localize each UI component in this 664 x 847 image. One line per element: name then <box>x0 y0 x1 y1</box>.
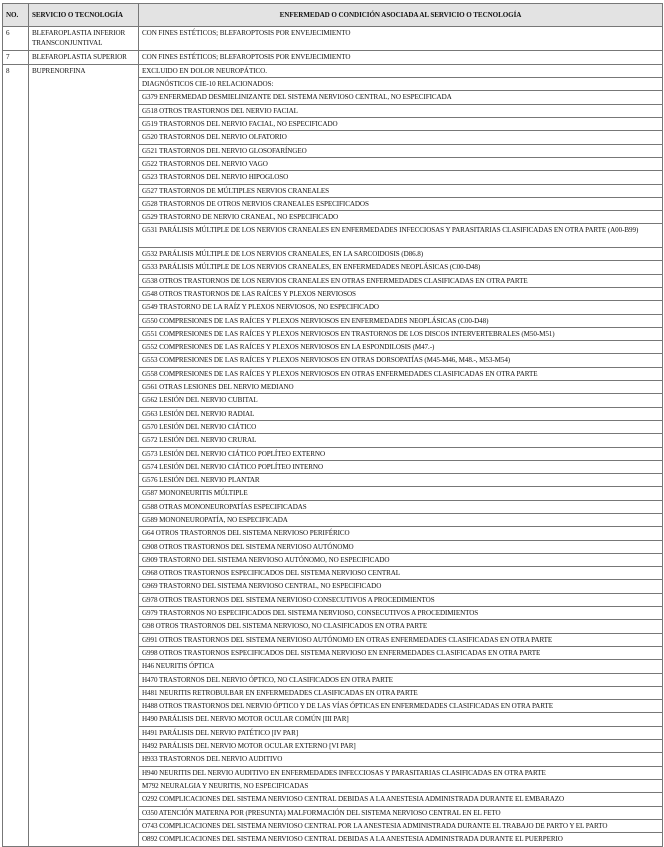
header-row <box>3 4 663 27</box>
condition-item: G588 OTRAS MONONEUROPATÍAS ESPECIFICADAS <box>139 500 662 513</box>
row-number: 8 <box>3 64 29 847</box>
row-servicio: BLEFAROPLASTIA SUPERIOR <box>29 50 139 64</box>
condition-item: G909 TRASTORNO DEL SISTEMA NERVIOSO AUTÓNOMO, NO ESPECIFICADO <box>139 553 662 566</box>
condition-item: O743 COMPLICACIONES DEL SISTEMA NERVIOSO CENTRAL POR LA ANESTESIA ADMINISTRADA DURANTE EL TRABAJO DE PARTO Y EL PARTO <box>139 819 662 832</box>
header-servicio: SERVICIO O TECNOLOGÍA <box>29 4 139 27</box>
table-row <box>3 64 663 847</box>
row-servicio: BLEFAROPLASTIA INFERIOR TRANSCONJUNTIVAL <box>29 27 139 51</box>
condition-item: G969 TRASTORNO DEL SISTEMA NERVIOSO CENTRAL, NO ESPECIFICADO <box>139 579 662 592</box>
table-row <box>3 50 663 64</box>
condition-item: G558 COMPRESIONES DE LAS RAÍCES Y PLEXOS NERVIOSOS EN OTRAS ENFERMEDADES CLASIFICADAS EN OTRA PARTE <box>139 367 662 380</box>
condition-item: G978 OTROS TRASTORNOS DEL SISTEMA NERVIOSO CONSECUTIVOS A PROCEDIMIENTOS <box>139 593 662 606</box>
condition-item: G968 OTROS TRASTORNOS ESPECIFICADOS DEL SISTEMA NERVIOSO CENTRAL <box>139 566 662 579</box>
condition-item: G531 PARÁLISIS MÚLTIPLE DE LOS NERVIOS CRANEALES EN ENFERMEDADES INFECCIOSAS Y PARASITARIAS CLASIFICADAS EN OTRA PARTE (A00-B99) <box>139 223 662 247</box>
condition-item: G518 OTROS TRASTORNOS DEL NERVIO FACIAL <box>139 104 662 117</box>
condition-item: G572 LESIÓN DEL NERVIO CRURAL <box>139 433 662 446</box>
condition-item: G532 PARÁLISIS MÚLTIPLE DE LOS NERVIOS CRANEALES, EN LA SARCOIDOSIS (D86.8) <box>139 247 662 260</box>
condition-item: G979 TRASTORNOS NO ESPECIFICADOS DEL SISTEMA NERVIOSO, CONSECUTIVOS A PROCEDIMIENTOS <box>139 606 662 619</box>
condition-item: G521 TRASTORNOS DEL NERVIO GLOSOFARÍNGEO <box>139 144 662 157</box>
condition-item: G552 COMPRESIONES DE LAS RAÍCES Y PLEXOS NERVIOSOS EN LA ESPONDILOSIS (M47.-) <box>139 340 662 353</box>
condition-item: G998 OTROS TRASTORNOS ESPECIFICADOS DEL SISTEMA NERVIOSO EN ENFERMEDADES CLASIFICADAS EN OTRA PARTE <box>139 646 662 659</box>
exclusions-table <box>2 3 663 847</box>
row-number: 6 <box>3 27 29 51</box>
condition-item: H481 NEURITIS RETROBULBAR EN ENFERMEDADES CLASIFICADAS EN OTRA PARTE <box>139 686 662 699</box>
condition-item: H492 PARÁLISIS DEL NERVIO MOTOR OCULAR EXTERNO [VI PAR] <box>139 739 662 752</box>
condition-item: G551 COMPRESIONES DE LAS RAÍCES Y PLEXOS NERVIOSOS EN TRASTORNOS DE LOS DISCOS INTERVERTEBRALES (M50-M51) <box>139 327 662 340</box>
condition-item: G562 LESIÓN DEL NERVIO CUBITAL <box>139 393 662 406</box>
condition-item: G529 TRASTORNO DE NERVIO CRANEAL, NO ESPECIFICADO <box>139 210 662 223</box>
condition-item: H488 OTROS TRASTORNOS DEL NERVIO ÓPTICO Y DE LAS VÍAS ÓPTICAS EN ENFERMEDADES CLASIFICADAS EN OTRA PARTE <box>139 699 662 712</box>
condition-item: M792 NEURALGIA Y NEURITIS, NO ESPECIFICADAS <box>139 779 662 792</box>
condition-item: G98 OTROS TRASTORNOS DEL SISTEMA NERVIOSO, NO CLASIFICADOS EN OTRA PARTE <box>139 619 662 632</box>
condition-item: G574 LESIÓN DEL NERVIO CIÁTICO POPLÍTEO INTERNO <box>139 460 662 473</box>
condition-item: G64 OTROS TRASTORNOS DEL SISTEMA NERVIOSO PERIFÉRICO <box>139 526 662 539</box>
condition-item: G553 COMPRESIONES DE LAS RAÍCES Y PLEXOS NERVIOSOS EN OTRAS DORSOPATÍAS (M45-M46, M48.-, M53-M54) <box>139 353 662 366</box>
condition-item: H490 PARÁLISIS DEL NERVIO MOTOR OCULAR COMÚN [III PAR] <box>139 712 662 725</box>
condition-item: O892 COMPLICACIONES DEL SISTEMA NERVIOSO CENTRAL DEBIDAS A LA ANESTESIA ADMINISTRADA DURANTE EL PUERPERIO <box>139 832 662 845</box>
condition-item: O350 ATENCIÓN MATERNA POR (PRESUNTA) MALFORMACIÓN DEL SISTEMA NERVIOSO CENTRAL EN EL FETO <box>139 806 662 819</box>
row-condiciones <box>139 27 663 51</box>
condition-item: G576 LESIÓN DEL NERVIO PLANTAR <box>139 473 662 486</box>
condition-item: G573 LESIÓN DEL NERVIO CIÁTICO POPLÍTEO EXTERNO <box>139 447 662 460</box>
row-servicio: BUPRENORFINA <box>29 64 139 847</box>
condition-item: G549 TRASTORNO DE LA RAÍZ Y PLEXOS NERVIOSOS, NO ESPECIFICADO <box>139 300 662 313</box>
condition-item: G533 PARÁLISIS MÚLTIPLE DE LOS NERVIOS CRANEALES, EN ENFERMEDADES NEOPLÁSICAS (C00-D48) <box>139 260 662 273</box>
condition-item: G538 OTROS TRASTORNOS DE LOS NERVIOS CRANEALES EN OTRAS ENFERMEDADES CLASIFICADAS EN OTRA PARTE <box>139 274 662 287</box>
condition-item: G908 OTROS TRASTORNOS DEL SISTEMA NERVIOSO AUTÓNOMO <box>139 540 662 553</box>
condition-item: G528 TRASTORNOS DE OTROS NERVIOS CRANEALES ESPECIFICADOS <box>139 197 662 210</box>
condition-item: G523 TRASTORNOS DEL NERVIO HIPOGLOSO <box>139 170 662 183</box>
condition-item: CON FINES ESTÉTICOS; BLEFAROPTOSIS POR ENVEJECIMIENTO <box>142 29 351 37</box>
condition-item: EXCLUIDO EN DOLOR NEUROPÁTICO. <box>142 66 267 75</box>
row-condiciones <box>139 64 663 847</box>
condition-item: G519 TRASTORNOS DEL NERVIO FACIAL, NO ESPECIFICADO <box>139 117 662 130</box>
condition-item: H940 NEURITIS DEL NERVIO AUDITIVO EN ENFERMEDADES INFECCIOSAS Y PARASITARIAS CLASIFICADAS EN OTRA PARTE <box>139 766 662 779</box>
condition-item: G563 LESIÓN DEL NERVIO RADIAL <box>139 407 662 420</box>
condition-item: G570 LESIÓN DEL NERVIO CIÁTICO <box>139 420 662 433</box>
table-row <box>3 27 663 51</box>
condition-item: G587 MONONEURITIS MÚLTIPLE <box>139 486 662 499</box>
condition-item: O292 COMPLICACIONES DEL SISTEMA NERVIOSO CENTRAL DEBIDAS A LA ANESTESIA ADMINISTRADA DURANTE EL EMBARAZO <box>139 792 662 805</box>
condition-item: G379 ENFERMEDAD DESMIELINIZANTE DEL SISTEMA NERVIOSO CENTRAL, NO ESPECIFICADA <box>139 90 662 103</box>
condition-item: G589 MONONEUROPATÍA, NO ESPECIFICADA <box>139 513 662 526</box>
condition-item: G550 COMPRESIONES DE LAS RAÍCES Y PLEXOS NERVIOSOS EN ENFERMEDADES NEOPLÁSICAS (C00-D48) <box>139 314 662 327</box>
condition-item: G520 TRASTORNOS DEL NERVIO OLFATORIO <box>139 130 662 143</box>
condition-item: DIAGNÓSTICOS CIE-10 RELACIONADOS: <box>139 77 662 90</box>
condition-item: H933 TRASTORNOS DEL NERVIO AUDITIVO <box>139 752 662 765</box>
header-no: NO. <box>3 4 29 27</box>
condition-item: G548 OTROS TRASTORNOS DE LAS RAÍCES Y PLEXOS NERVIOSOS <box>139 287 662 300</box>
condition-item: G522 TRASTORNOS DEL NERVIO VAGO <box>139 157 662 170</box>
condition-item: G527 TRASTORNOS DE MÚLTIPLES NERVIOS CRANEALES <box>139 184 662 197</box>
row-condiciones <box>139 50 663 64</box>
row-number: 7 <box>3 50 29 64</box>
condition-item: H491 PARÁLISIS DEL NERVIO PATÉTICO [IV PAR] <box>139 726 662 739</box>
condition-item: G561 OTRAS LESIONES DEL NERVIO MEDIANO <box>139 380 662 393</box>
condition-item: H470 TRASTORNOS DEL NERVIO ÓPTICO, NO CLASIFICADOS EN OTRA PARTE <box>139 673 662 686</box>
header-enfermedad: ENFERMEDAD O CONDICIÓN ASOCIADA AL SERVICIO O TECNOLOGÍA <box>139 4 663 27</box>
condition-item: CON FINES ESTÉTICOS; BLEFAROPTOSIS POR ENVEJECIMIENTO <box>142 52 351 61</box>
condition-item: G991 OTROS TRASTORNOS DEL SISTEMA NERVIOSO AUTÓNOMO EN OTRAS ENFERMEDADES CLASIFICADAS EN OTRA PARTE <box>139 633 662 646</box>
condition-item: H46 NEURITIS ÓPTICA <box>139 659 662 672</box>
